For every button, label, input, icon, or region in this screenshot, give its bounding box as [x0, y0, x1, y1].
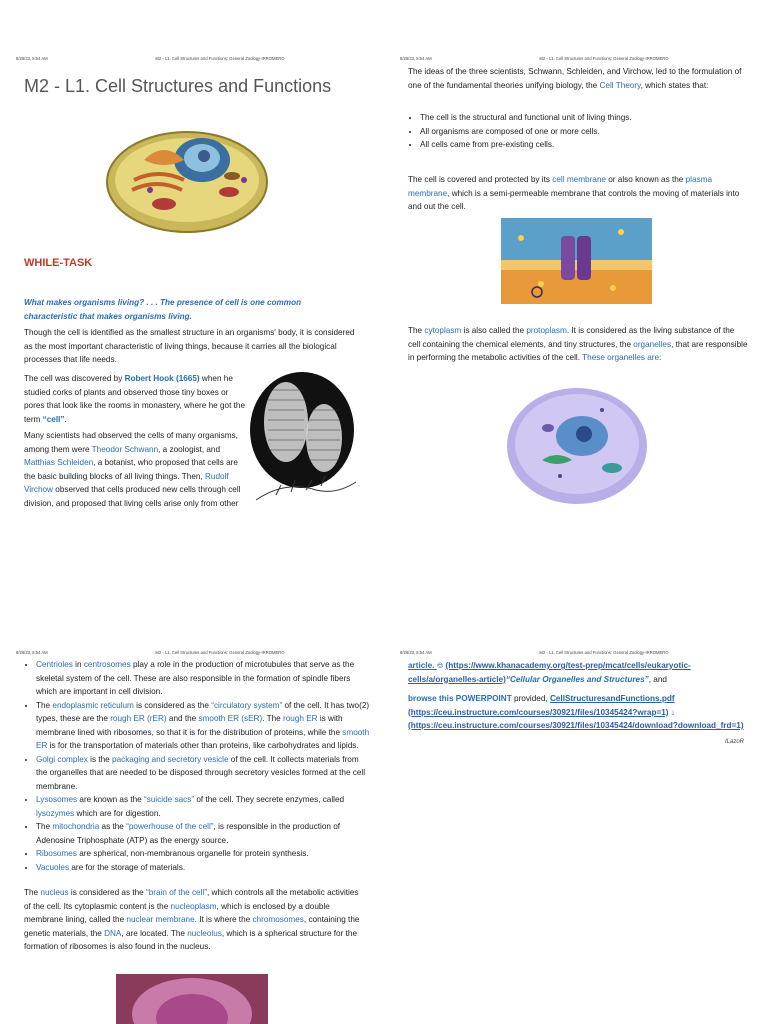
text: The	[408, 326, 425, 335]
text: observed that cells produced new cells through cell division, and proposed that living cells arise only from other	[24, 485, 241, 508]
term: “suicide sacs”	[144, 795, 195, 804]
list-item: • All cells came from pre-existing cells.	[420, 138, 760, 152]
term: DNA	[104, 928, 122, 938]
text: . It is where the	[194, 915, 253, 924]
term: nucleoplasm	[170, 901, 217, 911]
term: Golgi complex	[36, 754, 88, 764]
browse-powerpoint-text: browse this POWERPOINT	[408, 694, 512, 703]
header-date: 8/26/23, 8:54 AM	[16, 56, 48, 61]
text: Many scientists had observed the cells of many organisms, among them were	[24, 431, 238, 454]
term: Lysosomes	[36, 795, 78, 804]
text: are spherical, non-membranous organelle for protein synthesis.	[76, 849, 309, 858]
list-item-ribosomes	[36, 847, 372, 861]
text: The	[24, 888, 41, 897]
text: , which is enclosed by a double membrane lining, called the	[24, 901, 330, 924]
term-cytoplasm: cytoplasm	[424, 326, 462, 335]
term: “brain of the cell”	[146, 888, 207, 897]
text: , which is a semi-permeable membrane that controls the moving of materials into and out the cell.	[408, 188, 740, 211]
text: . It is considered as the living substance of the cell containing the chemical elements, and tiny structures, the	[408, 326, 735, 349]
text: and the	[166, 714, 199, 723]
term: mitochondria	[52, 822, 100, 831]
paragraph-cell-membrane	[408, 173, 748, 214]
text: , and	[648, 674, 667, 684]
text: is considered as the	[68, 888, 146, 897]
paragraph-cell-theory	[408, 65, 748, 92]
text: , a botanist, who proposed that cells are the basic building blocks of all living things. Then,	[24, 458, 238, 481]
header-date: 8/26/23, 8:54 AM	[400, 56, 432, 61]
list-item-er	[36, 699, 372, 753]
list-item-mitochondria	[36, 820, 372, 847]
term: rough ER (rER)	[110, 714, 167, 723]
term: “circulatory system”	[211, 700, 283, 710]
text: is the	[87, 754, 113, 764]
text: of the cell. They secrete enzymes, called	[194, 795, 345, 804]
section-heading: WHILE-TASK	[24, 257, 93, 269]
paragraph-cell-importance: Though the cell is identified as the smallest structure in an organisms' body, it is considered as the most important characteristic of living things, because it carries all the biological processes that life needs.	[24, 328, 355, 364]
text: of the cell. It collects materials from the organelles that are needed to be disposed through secretory vesicles formed at the cell membrane.	[36, 754, 366, 791]
organelles-illustration	[502, 380, 652, 510]
animal-cell-illustration	[104, 120, 270, 240]
membrane-illustration	[501, 218, 652, 304]
text: is for the transportation of materials other than proteins, like carbohydrates and lipids.	[47, 741, 359, 750]
text: of the cell. It has two(2) types, these are the	[36, 700, 370, 723]
page-2	[384, 0, 768, 512]
term-plasma-membrane: plasma membrane	[408, 175, 713, 198]
list-item-centrioles	[36, 658, 372, 699]
organelles-list	[24, 658, 372, 874]
paragraph-nucleus	[24, 886, 360, 954]
nucleus-illustration	[116, 974, 268, 1024]
paragraph-khan-link	[408, 659, 748, 686]
pdf-download-link[interactable]: (https://ceu.instructure.com/courses/30921/files/10345424/download?download_frd=1)	[408, 721, 744, 730]
term: Ribosomes	[36, 849, 77, 858]
page-title: M2 - L1. Cell Structures and Functions	[24, 76, 332, 96]
text: , which is a spherical structure for the formation of ribosomes is also found in the nucleus.	[24, 928, 357, 951]
term-cell: “cell”	[42, 414, 65, 424]
term: Vacuoles	[36, 862, 70, 872]
text: play a role in the production of microtubules that serve as the skeletal system of the cell. These are also responsible in the formation of spindle fibers which are important in cell division.	[36, 660, 355, 696]
khan-academy-link[interactable]: (https://www.khanacademy.org/test-prep/mcat/cells/eukaryotic-cells/a/organelles-article)	[408, 661, 691, 684]
page-1	[0, 0, 384, 512]
term: smooth ER	[36, 727, 370, 750]
paragraph-scientists	[24, 429, 246, 524]
link-robert-hook: Robert Hook (1665)	[124, 374, 200, 383]
pdf-file-link[interactable]: CellStructuresandFunctions.pdf	[549, 694, 675, 703]
term: Centrioles	[36, 660, 73, 669]
text: as the	[99, 822, 127, 831]
text: . The	[262, 714, 283, 723]
intro-question: What makes organisms living? . . . The presence of cell is one common characteristic that makes organisms living.	[24, 298, 302, 321]
term: nuclear membrane	[126, 915, 195, 924]
term: rough ER	[282, 714, 318, 723]
list-item: • All organisms are composed of one or more cells.	[420, 125, 760, 139]
term: smooth ER (sER)	[198, 714, 263, 723]
term: nucleolus	[187, 928, 222, 938]
page-3	[0, 512, 384, 1024]
term-protoplasm: protoplasm	[526, 326, 567, 335]
term: “powerhouse of the cell”	[126, 822, 214, 831]
cork-cells-drawing	[246, 370, 358, 520]
term: endoplasmic reticulum	[52, 700, 134, 710]
text: , are located. The	[121, 928, 188, 938]
text: , a zoologist, and	[158, 444, 221, 454]
name-schleiden: Matthias Schleiden	[24, 458, 94, 467]
page-4	[384, 512, 768, 1024]
text: The ideas of the three scientists, Schwann, Schleiden, and Virchow, led to the formulation of one of the fundamental theories unifying biology, the	[408, 67, 742, 90]
author-signature: ILazoR	[724, 739, 744, 745]
name-schwann: Theodor Schwann	[91, 444, 159, 454]
article-link[interactable]: article.	[408, 661, 437, 670]
text: in	[72, 660, 84, 669]
list-item-vacuoles	[36, 861, 372, 875]
text: The	[36, 700, 53, 710]
term-organelles: organelles	[633, 339, 672, 349]
text: is with membrane lined with ribosomes, so that it is for the distribution of proteins, while the	[36, 714, 343, 737]
text: which are for digestion.	[74, 808, 161, 818]
term-these-organelles: These organelles are:	[582, 353, 662, 362]
list-item: • The cell is the structural and functional unit of living things.	[420, 111, 760, 125]
cell-theory-list	[408, 111, 760, 152]
term: nucleus	[40, 888, 69, 897]
paragraph-hook	[24, 372, 246, 426]
text: or also known as the	[605, 175, 686, 184]
header-title: M2 - L1. Cell Structures and Functions: General Zoology-IRROMERO	[155, 56, 285, 61]
download-icon[interactable]: ↓	[670, 707, 675, 717]
paragraph-cytoplasm	[408, 324, 748, 365]
text: .	[64, 414, 67, 424]
header-title: M2 - L1. Cell Structures and Functions: General Zoology-IRROMERO	[539, 650, 669, 655]
header-date: 8/26/23, 8:54 AM	[400, 650, 432, 655]
term-cell-membrane: cell membrane	[552, 175, 606, 184]
term: chromosomes	[252, 915, 304, 924]
header-title: M2 - L1. Cell Structures and Functions: General Zoology-IRROMERO	[155, 650, 285, 655]
text: The	[36, 822, 53, 831]
text: , containing the genetic materials, the	[24, 915, 360, 938]
khan-title: “Cellular Organelles and Structures”	[505, 674, 649, 684]
header-date: 8/26/23, 8:54 AM	[16, 650, 48, 655]
pdf-url-link[interactable]: (https://ceu.instructure.com/courses/30921/files/10345424?wrap=1)	[408, 707, 669, 717]
term-cell-theory: Cell Theory	[599, 80, 641, 90]
list-item-lysosomes	[36, 793, 372, 820]
text: The cell was discovered by	[24, 374, 125, 383]
header-title: M2 - L1. Cell Structures and Functions: General Zoology-IRROMERO	[539, 56, 669, 61]
text: is also called the	[461, 326, 527, 335]
term: lysozymes	[36, 808, 75, 818]
text: , is responsible in the production of Adenosine Triphosphate (ATP) as the energy source.	[36, 822, 341, 845]
text: , that are responsible in performing the metabolic activities of the cell.	[408, 339, 748, 362]
external-link-icon: ⎊	[436, 661, 444, 670]
term: packaging and secretory vesicle	[112, 754, 229, 764]
paragraph-powerpoint	[408, 692, 748, 733]
list-item-golgi	[36, 753, 372, 794]
text: are known as the	[77, 795, 145, 804]
text: are for the storage of materials.	[69, 862, 186, 872]
text: is considered as the	[133, 700, 212, 710]
text: provided,	[511, 694, 550, 703]
text: when he studied corks of plants and observed those tiny boxes or pores that look like the rooms in monastery, where he got the term	[24, 374, 246, 424]
term: centrosomes	[83, 660, 131, 669]
text: , which states that:	[640, 80, 709, 90]
text: The cell is covered and protected by its	[408, 175, 553, 184]
text: , which controls all the metabolic activities of the cell. Its cytoplasmic content is the	[24, 888, 359, 911]
name-virchow: Rudolf Virchow	[24, 471, 229, 494]
